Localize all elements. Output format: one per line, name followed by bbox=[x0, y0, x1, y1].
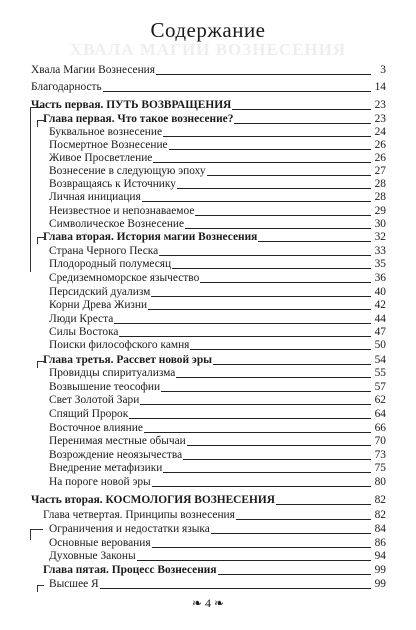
toc-entry-title: Глава первая. Что такое вознесение? bbox=[43, 113, 234, 125]
toc-entry bbox=[49, 285, 386, 299]
toc-entry-title: Глава четвертая. Принципы вознесения bbox=[43, 509, 235, 521]
leader-line bbox=[152, 546, 371, 548]
toc-entry bbox=[49, 393, 386, 407]
toc-entry-page: 28 bbox=[374, 178, 386, 190]
toc-entry bbox=[49, 177, 386, 191]
toc-entry-title: Хвала Магии Вознесения bbox=[31, 64, 156, 76]
leader-line bbox=[176, 376, 371, 378]
toc-entry-page: 33 bbox=[374, 245, 386, 257]
toc-entry bbox=[49, 138, 386, 152]
leader-line bbox=[276, 503, 371, 505]
toc-entry-page: 26 bbox=[374, 139, 386, 151]
toc-entry-page: 57 bbox=[374, 381, 386, 393]
page-title: Содержание bbox=[150, 18, 266, 42]
toc-entry-page: 50 bbox=[374, 339, 386, 351]
toc-entry-title: Корни Древа Жизни bbox=[49, 299, 148, 311]
toc-entry-title: Часть первая. ПУТЬ ВОЗВРАЩЕНИЯ bbox=[31, 99, 232, 111]
toc-entry-title: Возрождение неоязычества bbox=[49, 449, 183, 461]
toc-entry-title: Возвращаясь к Источнику bbox=[49, 178, 176, 190]
toc-entry bbox=[49, 522, 386, 536]
toc-entry-page: 80 bbox=[374, 476, 386, 488]
toc-entry-title: Люди Креста bbox=[49, 313, 114, 325]
leader-line bbox=[103, 90, 371, 92]
toc-entry bbox=[49, 257, 386, 271]
toc-entry bbox=[49, 125, 386, 139]
toc-entry bbox=[49, 549, 386, 563]
toc-entry-title: Глава третья. Рассвет новой эры bbox=[43, 354, 213, 366]
leader-line bbox=[142, 200, 371, 202]
leader-line bbox=[161, 390, 371, 392]
bleed-through-heading: ХВАЛА МАГИИ ВОЗНЕСЕНИЯ bbox=[69, 40, 347, 59]
toc-entry-title: Спящий Пророк bbox=[49, 408, 129, 420]
toc-entry bbox=[49, 325, 386, 339]
toc-entry bbox=[49, 271, 386, 285]
toc-entry-title: Средиземноморское язычество bbox=[49, 272, 200, 284]
toc-entry bbox=[49, 448, 386, 462]
toc-entry bbox=[49, 204, 386, 218]
toc-entry-page: 27 bbox=[374, 165, 386, 177]
leader-line bbox=[190, 348, 371, 350]
toc-entry-title: Неизвестное и непознаваемое bbox=[49, 205, 195, 217]
leader-line bbox=[211, 532, 371, 534]
toc-entry bbox=[43, 508, 386, 522]
part-one-bracket bbox=[30, 107, 43, 272]
toc-entry-title: Основные верования bbox=[49, 537, 151, 549]
toc-entry-page: 99 bbox=[374, 578, 386, 590]
toc-entry-page: 30 bbox=[374, 218, 386, 230]
toc-entry-page: 14 bbox=[374, 81, 386, 93]
leader-line bbox=[169, 148, 371, 150]
toc-entry-page: 84 bbox=[374, 523, 386, 535]
toc-entry-page: 32 bbox=[374, 231, 386, 243]
chapter-five-bracket bbox=[37, 585, 44, 592]
toc-entry-page: 75 bbox=[374, 462, 386, 474]
leader-line bbox=[236, 518, 371, 520]
toc-entry bbox=[31, 80, 386, 94]
page-number: ❧ 4 ❧ bbox=[191, 596, 225, 610]
leader-line bbox=[151, 295, 371, 297]
toc-entry-page: 44 bbox=[374, 313, 386, 325]
toc-entry-page: 82 bbox=[374, 509, 386, 521]
toc-entry-page: 82 bbox=[374, 494, 386, 506]
toc-entry-title: Свет Золотой Зари bbox=[49, 394, 140, 406]
toc-entry bbox=[49, 244, 386, 258]
toc-entry-title: Возвышение теософии bbox=[49, 381, 161, 393]
toc-entry-title: Личная инициация bbox=[49, 191, 141, 203]
toc-entry bbox=[31, 63, 386, 77]
toc-entry-page: 70 bbox=[374, 435, 386, 447]
toc-entry-title: Посмертное Вознесение bbox=[49, 139, 168, 151]
toc-entry bbox=[49, 217, 386, 231]
toc-entry-title: Духовные Законы bbox=[49, 550, 136, 562]
toc-entry-page: 66 bbox=[374, 422, 386, 434]
toc-entry-title: Персидский дуализм bbox=[49, 286, 151, 298]
leader-line bbox=[119, 335, 371, 337]
toc-entry-title: Страна Черного Песка bbox=[49, 245, 159, 257]
toc-entry-page: 73 bbox=[374, 449, 386, 461]
toc-entry-page: 36 bbox=[374, 272, 386, 284]
leader-line bbox=[232, 108, 371, 110]
leader-line bbox=[148, 308, 371, 310]
toc-entry-title: Буквальное вознесение bbox=[49, 126, 163, 138]
toc-entry-page: 62 bbox=[374, 394, 386, 406]
leader-line bbox=[156, 73, 371, 75]
toc-entry-title: Глава вторая. История магии Вознесения bbox=[43, 231, 258, 243]
leader-line bbox=[183, 458, 371, 460]
toc-entry bbox=[31, 98, 386, 112]
toc-entry bbox=[43, 112, 386, 126]
toc-entry bbox=[49, 380, 386, 394]
toc-entry-page: 23 bbox=[374, 113, 386, 125]
leader-line bbox=[144, 431, 371, 433]
toc-entry bbox=[49, 421, 386, 435]
toc-entry bbox=[49, 577, 386, 591]
toc-entry-page: 24 bbox=[374, 126, 386, 138]
leader-line bbox=[177, 187, 371, 189]
leader-line bbox=[200, 281, 371, 283]
toc-entry-page: 94 bbox=[374, 550, 386, 562]
toc-entry bbox=[43, 230, 386, 244]
toc-entry-page: 86 bbox=[374, 537, 386, 549]
leader-line bbox=[258, 240, 371, 242]
leader-line bbox=[163, 471, 371, 473]
leader-line bbox=[207, 174, 371, 176]
toc-entry-title: Внедрение метафизики bbox=[49, 462, 163, 474]
toc-entry-title: Часть вторая. КОСМОЛОГИЯ ВОЗНЕСЕНИЯ bbox=[31, 494, 275, 506]
toc-entry-title: Живое Просветление bbox=[49, 152, 153, 164]
toc-entry-title: Глава пятая. Процесс Вознесения bbox=[43, 564, 217, 576]
leader-line bbox=[234, 122, 371, 124]
leader-line bbox=[100, 587, 371, 589]
leader-line bbox=[185, 227, 371, 229]
toc-entry-page: 55 bbox=[374, 367, 386, 379]
toc-entry-title: Ограничения и недостатки языка bbox=[49, 523, 210, 535]
toc-entry-page: 99 bbox=[374, 564, 386, 576]
toc-entry-title: Символическое Вознесение bbox=[49, 218, 185, 230]
toc-entry-page: 64 bbox=[374, 408, 386, 420]
toc-entry bbox=[49, 298, 386, 312]
toc-entry-page: 47 bbox=[374, 326, 386, 338]
toc-entry-page: 29 bbox=[374, 205, 386, 217]
toc-entry-title: Восточное влияние bbox=[49, 422, 143, 434]
toc-entry bbox=[49, 190, 386, 204]
toc-entry-title: Провидцы спиритуализма bbox=[49, 367, 176, 379]
part-two-bracket bbox=[30, 529, 43, 540]
toc-entry bbox=[49, 338, 386, 352]
toc-entry-title: Поиски философского камня bbox=[49, 339, 190, 351]
toc-entry bbox=[43, 353, 386, 367]
leader-line bbox=[213, 363, 371, 365]
toc-entry-title: Плодородный полумесяц bbox=[49, 258, 172, 270]
toc-entry-page: 3 bbox=[380, 64, 386, 76]
toc-entry-page: 26 bbox=[374, 152, 386, 164]
toc-entry-page: 28 bbox=[374, 191, 386, 203]
toc-entry-title: Благодарность bbox=[31, 81, 102, 93]
leader-line bbox=[140, 403, 371, 405]
toc-entry-title: На пороге новой эры bbox=[49, 476, 151, 488]
toc-entry-title: Высшее Я bbox=[49, 578, 99, 590]
toc-entry bbox=[49, 434, 386, 448]
leader-line bbox=[163, 135, 371, 137]
toc-entry bbox=[49, 536, 386, 550]
toc-entry-page: 54 bbox=[374, 354, 386, 366]
toc-entry bbox=[49, 407, 386, 421]
toc-entry-title: Силы Востока bbox=[49, 326, 119, 338]
toc-entry bbox=[49, 164, 386, 178]
toc-entry bbox=[49, 366, 386, 380]
toc-entry bbox=[49, 461, 386, 475]
toc-entry bbox=[43, 563, 386, 577]
leader-line bbox=[159, 254, 371, 256]
toc-entry bbox=[49, 151, 386, 165]
leader-line bbox=[195, 214, 371, 216]
leader-line bbox=[129, 417, 371, 419]
leader-line bbox=[137, 559, 371, 561]
toc-entry-page: 40 bbox=[374, 286, 386, 298]
leader-line bbox=[114, 322, 371, 324]
toc-entry-title: Вознесение в следующую эпоху bbox=[49, 165, 206, 177]
leader-line bbox=[152, 485, 371, 487]
toc-entry bbox=[49, 475, 386, 489]
toc-entry-page: 35 bbox=[374, 258, 386, 270]
toc-entry-page: 42 bbox=[374, 299, 386, 311]
leader-line bbox=[187, 444, 371, 446]
leader-line bbox=[153, 161, 371, 163]
toc-entry bbox=[49, 312, 386, 326]
toc-entry bbox=[31, 493, 386, 507]
toc-entry-title: Перенимая местные обычаи bbox=[49, 435, 186, 447]
leader-line bbox=[172, 267, 371, 269]
leader-line bbox=[218, 573, 371, 575]
toc-entry-page: 23 bbox=[374, 99, 386, 111]
